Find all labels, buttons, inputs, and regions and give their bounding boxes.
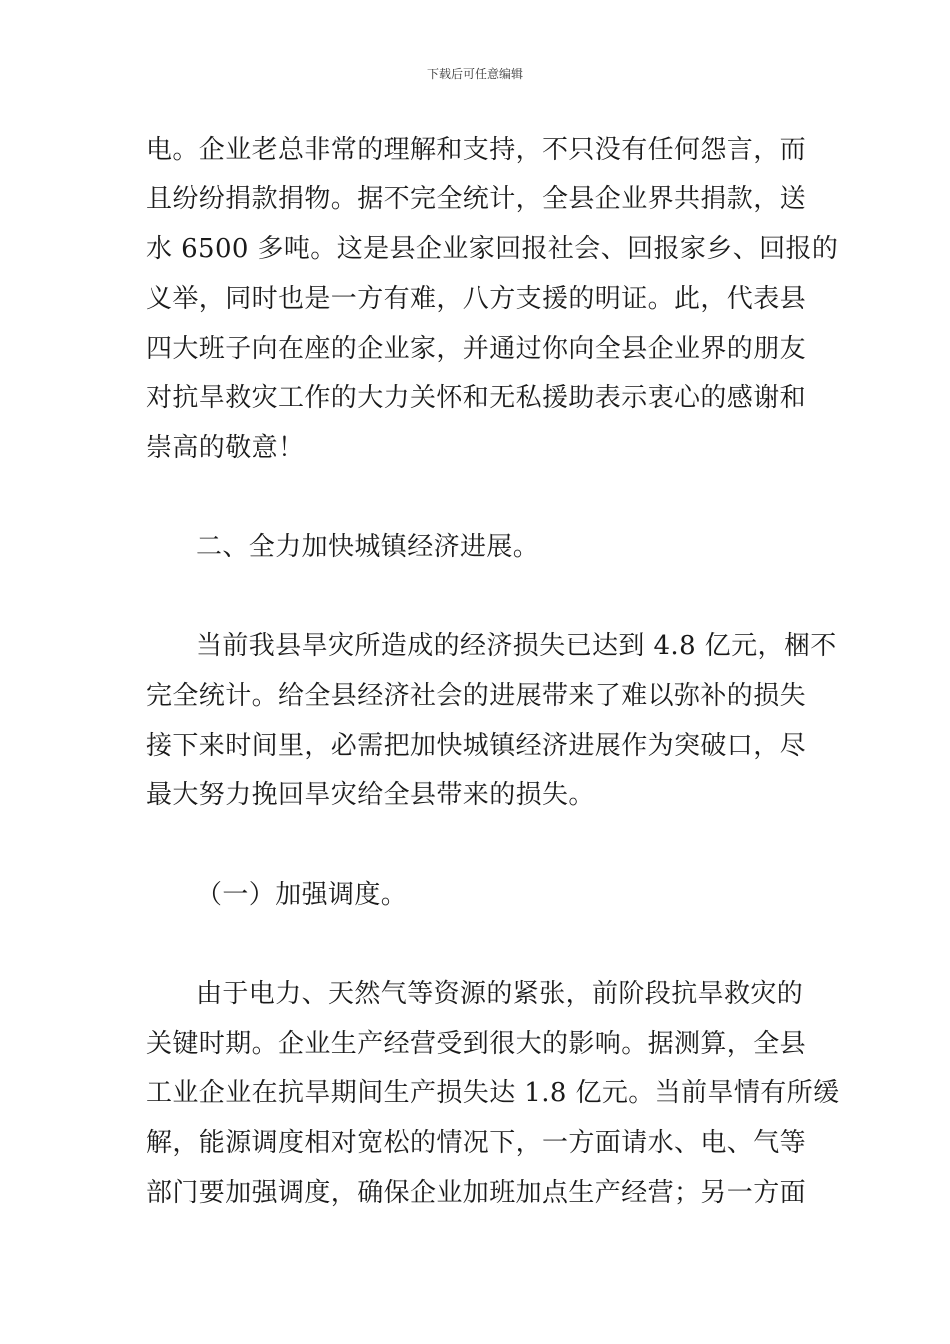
paragraph-5-line-3: 工业企业在抗旱期间生产损失达 1.8 亿元。当前旱情有所缓 — [146, 1078, 840, 1108]
section-heading-2: 二、全力加快城镇经济进展。 — [196, 532, 540, 562]
paragraph-5-line-1: 由于电力、天然气等资源的紧张，前阶段抗旱救灾的 — [196, 979, 804, 1009]
paragraph-1-line-7: 崇高的敬意！ — [146, 433, 305, 463]
paragraph-3-line-1: 当前我县旱灾所造成的经济损失已达到 4.8 亿元，梱不 — [196, 631, 837, 661]
paragraph-1-line-4: 义举，同时也是一方有难，八方支援的明证。此，代表县 — [146, 284, 807, 314]
paragraph-1-line-1: 电。企业老总非常的理解和支持，不只没有任何怨言，而 — [146, 135, 807, 165]
paragraph-1-line-6: 对抗旱救灾工作的大力关怀和无私援助表示衷心的感谢和 — [146, 383, 807, 413]
paragraph-3-line-3: 接下来时间里，必需把加快城镇经济进展作为突破口，尽 — [146, 731, 807, 761]
paragraph-3-line-4: 最大努力挽回旱灾给全县带来的损失。 — [146, 780, 595, 810]
paragraph-5-line-5: 部门要加强调度，确保企业加班加点生产经营；另一方面 — [146, 1178, 807, 1208]
subsection-heading-1: （一）加强调度。 — [196, 880, 408, 910]
page-header: 下载后可任意编辑 — [426, 67, 523, 81]
paragraph-5-line-4: 解，能源调度相对宽松的情况下，一方面请水、电、气等 — [146, 1128, 807, 1158]
paragraph-5-line-2: 关键时期。企业生产经营受到很大的影响。据测算，全县 — [146, 1029, 807, 1059]
paragraph-1-line-5: 四大班子向在座的企业家，并通过你向全县企业界的朋友 — [146, 334, 807, 364]
paragraph-1-line-3: 水 6500 多吨。这是县企业家回报社会、回报家乡、回报的 — [146, 234, 839, 264]
paragraph-1-line-2: 且纷纷捐款捐物。据不完全统计，全县企业界共捐款，送 — [146, 184, 807, 214]
paragraph-3-line-2: 完全统计。给全县经济社会的进展带来了难以弥补的损失 — [146, 681, 807, 711]
